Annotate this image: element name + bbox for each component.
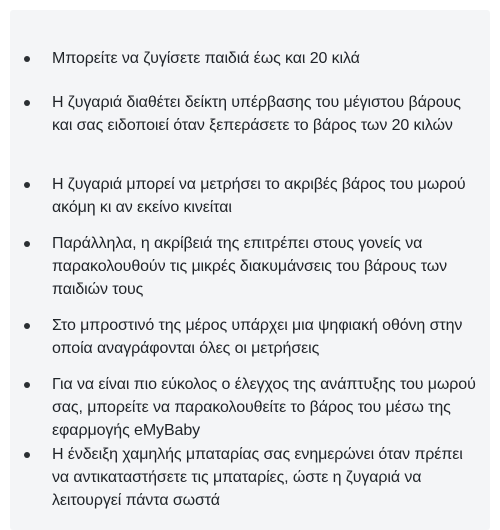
list-item bbox=[24, 232, 484, 301]
list-item-text: Η ένδειξη χαμηλής μπαταρίας σας ενημερώνει όταν πρέπει να αντικαταστήσετε τις μπαταρίες, ώστε η ζυγαριά να λειτουργεί πάντα σωστά bbox=[52, 446, 463, 509]
list-item-text: Στο μπροστινό της μέρος υπάρχει μια ψηφιακή οθόνη στην οποία αναγράφονται όλες οι μετρήσεις bbox=[52, 317, 463, 357]
list-item bbox=[24, 373, 484, 442]
bullet-icon bbox=[24, 452, 30, 458]
bullet-icon bbox=[24, 323, 30, 329]
bullet-icon bbox=[24, 182, 30, 188]
list-item bbox=[24, 47, 484, 70]
list-item bbox=[24, 314, 484, 360]
bullet-icon bbox=[24, 100, 30, 106]
list-item bbox=[24, 91, 484, 137]
list-item bbox=[24, 173, 484, 219]
features-panel bbox=[10, 10, 490, 530]
list-item-text: Για να είναι πιο εύκολος ο έλεγχος της ανάπτυξης του μωρού σας, μπορείτε να παρακολουθείτε το βάρος του μέσω της εφαρμογής eMyBaby bbox=[52, 376, 476, 439]
list-item-text: Παράλληλα, η ακρίβειά της επιτρέπει στους γονείς να παρακολουθούν τις μικρές διακυμάνσεις του βάρους των παιδιών τους bbox=[52, 235, 447, 298]
bullet-icon bbox=[24, 241, 30, 247]
bullet-icon bbox=[24, 382, 30, 388]
bullet-icon bbox=[24, 56, 30, 62]
list-item-text: Μπορείτε να ζυγίσετε παιδιά έως και 20 κιλά bbox=[52, 50, 360, 67]
list-item-text: Η ζυγαριά μπορεί να μετρήσει το ακριβές βάρος του μωρού ακόμη κι αν εκείνο κινείται bbox=[52, 176, 466, 216]
list-item bbox=[24, 443, 484, 512]
list-item-text: Η ζυγαριά διαθέτει δείκτη υπέρβασης του μέγιστου βάρους και σας ειδοποιεί όταν ξεπεράσετε το βάρος των 20 κιλών bbox=[52, 94, 461, 134]
